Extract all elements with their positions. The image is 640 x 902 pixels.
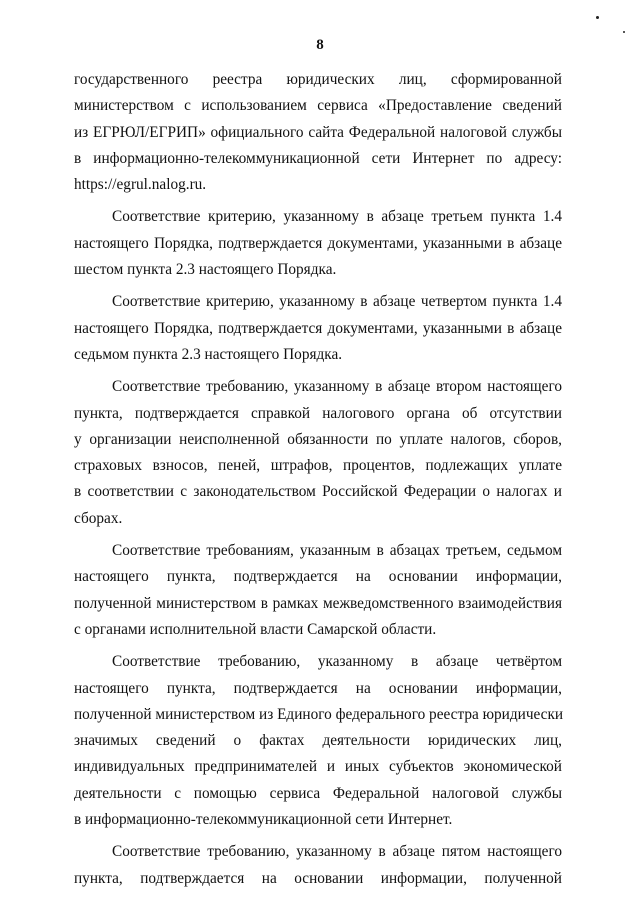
text-line: индивидуальных предпринимателей и иных субъектов экономической: [74, 758, 562, 776]
text-line: из ЕГРЮЛ/ЕГРИП» официального сайта Федеральной налоговой службы: [74, 123, 562, 141]
text-line: настоящего пункта, подтверждается на основании информации,: [74, 679, 562, 697]
text-line: в информационно-телекоммуникационной сети Интернет.: [74, 811, 453, 829]
text-line: у организации неисполненной обязанности по уплате налогов, сборов,: [74, 430, 562, 448]
paragraph: [74, 649, 562, 833]
text-line: седьмом пункта 2.3 настоящего Порядка.: [74, 345, 343, 363]
paragraph: [74, 839, 562, 892]
text-line: сборах.: [74, 509, 123, 527]
paragraph: [74, 204, 562, 283]
paragraph: [74, 538, 562, 643]
text-line: значимых сведений о фактах деятельности юридических лиц,: [74, 732, 562, 750]
text-line: государственного реестра юридических лиц, сформированной: [74, 71, 562, 88]
text-line: в соответствии с законодательством Российской Федерации о налогах и: [74, 483, 562, 501]
text-line: с органами исполнительной власти Самарской области.: [74, 620, 437, 638]
paragraph: [74, 374, 562, 532]
text-line: пункта, подтверждается справкой налогового органа об отсутствии: [74, 404, 562, 422]
text-line: Соответствие требованию, указанному в абзаце втором настоящего: [112, 378, 562, 396]
text-line: деятельности с помощью сервиса Федеральной налоговой службы: [74, 784, 562, 802]
text-line: https://egrul.nalog.ru.: [74, 176, 207, 194]
text-line: Соответствие требованию, указанному в абзаце пятом настоящего: [112, 843, 562, 861]
text-line: в информационно-телекоммуникационной сети Интернет по адресу:: [74, 149, 562, 167]
text-line: настоящего Порядка, подтверждается документами, указанными в абзаце: [74, 319, 562, 337]
text-line: министерством с использованием сервиса «Предоставление сведений: [74, 97, 562, 115]
scan-speck: [596, 16, 599, 19]
text-line: полученной министерством в рамках межведомственного взаимодействия: [74, 594, 562, 612]
text-line: шестом пункта 2.3 настоящего Порядка.: [74, 261, 337, 279]
text-line: полученной министерством из Единого федерального реестра юридически: [74, 705, 564, 723]
paragraph: [74, 67, 562, 198]
text-line: Соответствие требованию, указанному в абзаце четвёртом: [112, 653, 562, 671]
text-line: Соответствие критерию, указанному в абзаце третьем пункта 1.4: [112, 208, 562, 226]
document-body: [74, 67, 562, 892]
scan-speck: [623, 31, 625, 33]
text-line: Соответствие требованиям, указанным в абзацах третьем, седьмом: [112, 542, 562, 560]
paragraph: [74, 289, 562, 368]
text-line: настоящего пункта, подтверждается на основании информации,: [74, 568, 562, 586]
page-number: 8: [316, 37, 324, 53]
text-line: настоящего Порядка, подтверждается документами, указанными в абзаце: [74, 234, 562, 252]
text-line: Соответствие критерию, указанному в абзаце четвертом пункта 1.4: [112, 293, 562, 311]
text-line: страховых взносов, пеней, штрафов, процентов, подлежащих уплате: [74, 457, 562, 475]
text-line: пункта, подтверждается на основании информации, полученной: [74, 869, 562, 887]
